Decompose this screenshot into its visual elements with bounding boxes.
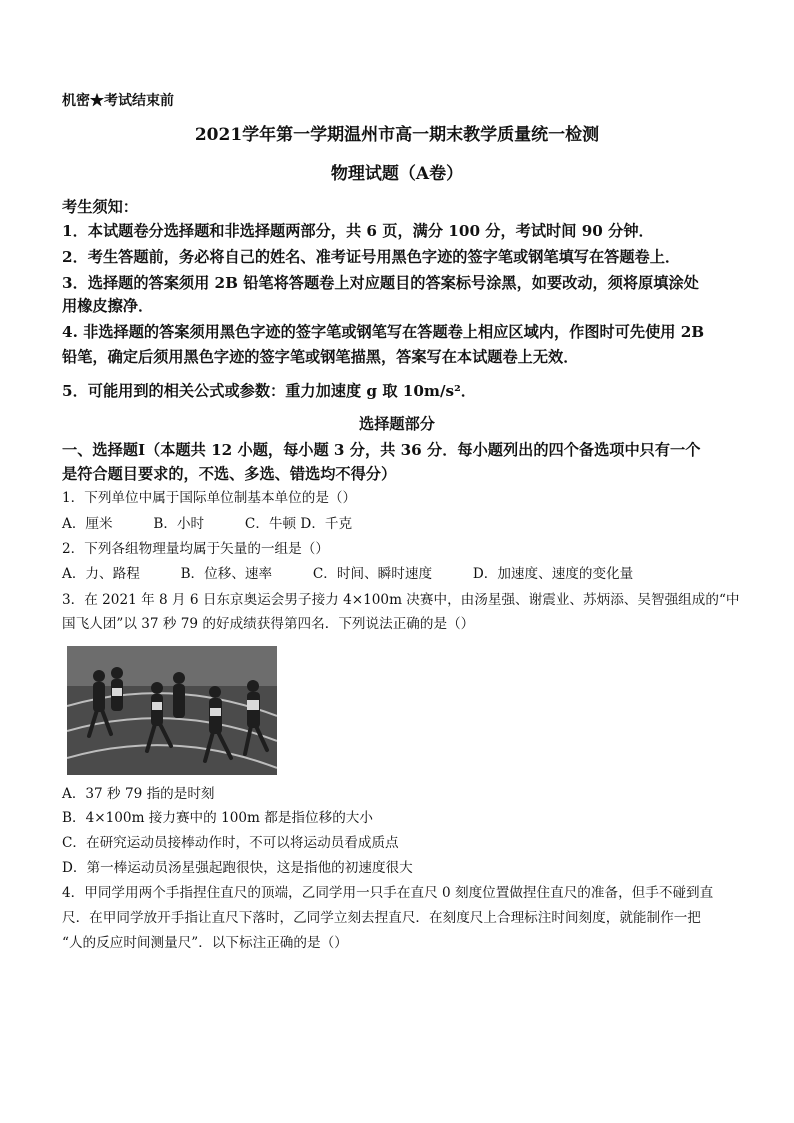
q1-options: A．厘米 B．小时 C．牛顿 D．千克 xyxy=(62,516,353,532)
q2-stem: 2．下列各组物理量均属于矢量的一组是（） xyxy=(62,541,329,557)
confidential-mark: 机密★考试结束前 xyxy=(62,93,174,109)
notice-line-3-cont: 用橡皮擦净． xyxy=(62,297,154,315)
q3-stem-2: 国飞人团”以 37 秒 79 的好成绩获得第四名．下列说法正确的是（） xyxy=(62,616,475,632)
notice-line-5: 5．可能用到的相关公式或参数：重力加速度 g 取 10m/s²． xyxy=(62,382,476,400)
q4-stem-2: 尺．在甲同学放开手指让直尺下落时，乙同学立刻去捏直尺．在刻度尺上合理标注时间刻度，就能制作一把 xyxy=(62,910,701,926)
notice-heading: 考生须知： xyxy=(62,198,138,216)
q3-option-b: B．4×100m 接力赛中的 100m 都是指位移的大小 xyxy=(62,810,373,826)
notice-line-4: 4. 非选择题的答案须用黑色字迹的签字笔或钢笔写在答题卷上相应区域内，作图时可先使用 2B xyxy=(62,323,705,341)
notice-line-3: 3．选择题的答案须用 2B 铅笔将答题卷上对应题目的答案标号涂黑，如要改动，须将原填涂处 xyxy=(62,274,699,292)
relay-race-photo xyxy=(67,646,277,775)
q3-option-c: C．在研究运动员接棒动作时，不可以将运动员看成质点 xyxy=(62,835,399,851)
exam-subtitle: 物理试题（A卷） xyxy=(330,164,464,184)
exam-title: 2021学年第一学期温州市高一期末教学质量统一检测 xyxy=(194,125,600,145)
q4-stem-1: 4．甲同学用两个手指捏住直尺的顶端，乙同学用一只手在直尺 0 刻度位置做捏住直尺的准备，但手不碰到直 xyxy=(62,885,714,901)
relay-race-illustration xyxy=(67,646,277,775)
notice-line-2: 2．考生答题前，务必将自己的姓名、准考证号用黑色字迹的签字笔或钢笔填写在答题卷上． xyxy=(62,248,681,266)
section-intro-1: 一、选择题Ⅰ（本题共 12 小题，每小题 3 分，共 36 分．每小题列出的四个备选项中只有一个 xyxy=(62,441,701,459)
q3-stem-1: 3．在 2021 年 8 月 6 日东京奥运会男子接力 4×100m 决赛中，由汤星强、谢震业、苏炳添、吴智强组成的“中 xyxy=(62,592,740,608)
notice-line-1: 1．本试题卷分选择题和非选择题两部分，共 6 页，满分 100 分，考试时间 90 分钟． xyxy=(62,222,654,240)
notice-line-4-cont: 铅笔，确定后须用黑色字迹的签字笔或钢笔描黑，答案写在本试题卷上无效． xyxy=(62,348,579,366)
section-title: 选择题部分 xyxy=(359,415,435,433)
section-intro-2: 是符合题目要求的，不选、多选、错选均不得分） xyxy=(62,465,397,483)
q1-stem: 1．下列单位中属于国际单位制基本单位的是（） xyxy=(62,490,357,506)
q3-option-d: D．第一棒运动员汤星强起跑很快，这是指他的初速度很大 xyxy=(62,860,413,876)
q4-stem-3: “人的反应时间测量尺”．以下标注正确的是（） xyxy=(62,935,348,951)
q2-options: A．力、路程 B．位移、速率 C．时间、瞬时速度 D．加速度、速度的变化量 xyxy=(62,566,634,582)
q3-option-a: A．37 秒 79 指的是时刻 xyxy=(62,786,215,802)
